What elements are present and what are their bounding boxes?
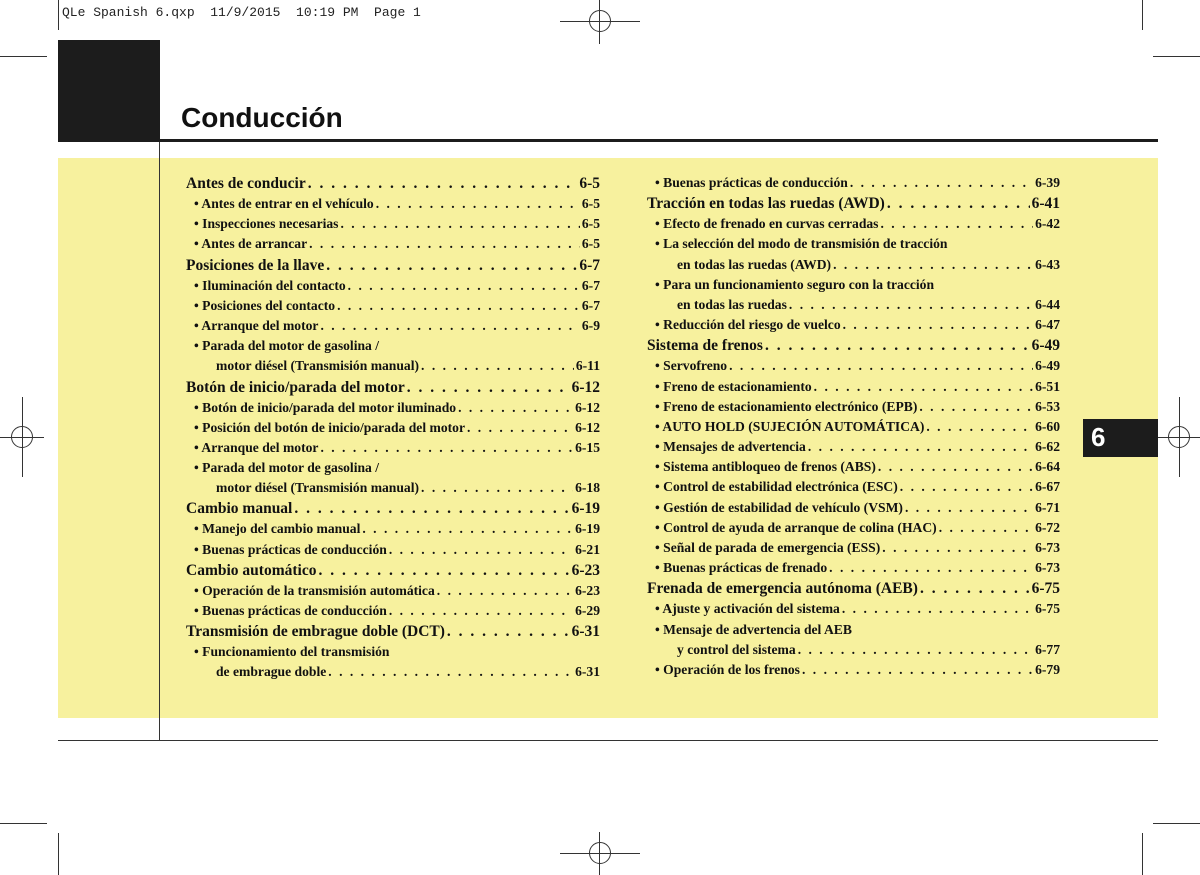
toc-page-number: 6-11 xyxy=(575,358,600,374)
toc-entry-label: Antes de conducir xyxy=(186,175,306,192)
toc-section-entry xyxy=(186,175,600,196)
toc-page-number: 6-60 xyxy=(1035,418,1060,434)
toc-entry-label: • Buenas prácticas de frenado xyxy=(655,560,828,576)
dot-leader xyxy=(798,642,1033,658)
toc-page-number: 6-12 xyxy=(575,399,600,415)
toc-subentry xyxy=(186,440,600,460)
toc-entry-label: • Operación de la transmisión automática xyxy=(194,582,435,598)
toc-entry-label: Tracción en todas las ruedas (AWD) xyxy=(647,195,885,213)
crop-mark xyxy=(0,56,47,57)
dot-leader xyxy=(919,399,1033,415)
toc-entry-label: Cambio automático xyxy=(186,561,317,579)
dot-leader xyxy=(843,317,1033,333)
dot-leader xyxy=(318,562,569,580)
toc-entry-label: • AUTO HOLD (SUJECIÓN AUTOMÁTICA) xyxy=(655,418,925,434)
toc-page-number: 6-64 xyxy=(1035,459,1060,475)
toc-entry-label: • Antes de arrancar xyxy=(194,236,308,252)
toc-subentry xyxy=(186,216,600,236)
toc-entry-label: • La selección del modo de transmisión de tracción xyxy=(655,236,948,252)
toc-subentry xyxy=(186,400,600,420)
toc-entry-label: • Mensaje de advertencia del AEB xyxy=(655,621,852,637)
dot-leader xyxy=(362,521,573,537)
toc-section-entry xyxy=(186,623,600,644)
toc-page-number: 6-7 xyxy=(581,297,600,313)
toc-entry-label: • Freno de estacionamiento xyxy=(655,378,812,394)
toc-subentry xyxy=(647,399,1060,419)
toc-subentry xyxy=(647,500,1060,520)
toc-page-number: 6-77 xyxy=(1035,641,1060,657)
toc-page-number: 6-15 xyxy=(575,439,600,455)
toc-page-number: 6-47 xyxy=(1035,317,1060,333)
toc-page-number: 6-75 xyxy=(1031,580,1060,598)
toc-subentry xyxy=(647,317,1060,337)
dot-leader xyxy=(326,257,577,275)
toc-page-number: 6-49 xyxy=(1031,337,1060,355)
toc-page-number: 6-71 xyxy=(1035,499,1060,515)
dot-leader xyxy=(814,379,1033,395)
toc-subentry xyxy=(186,338,600,358)
toc-subentry xyxy=(186,664,600,684)
dot-leader xyxy=(437,583,573,599)
toc-section-entry xyxy=(186,500,600,521)
toc-entry-label: • Iluminación del contacto xyxy=(194,277,346,293)
dot-leader xyxy=(348,278,580,294)
toc-subentry xyxy=(186,583,600,603)
page-title: Conducción xyxy=(181,102,343,133)
toc-section-entry xyxy=(186,257,600,278)
dot-leader xyxy=(808,439,1033,455)
crop-mark xyxy=(58,833,59,875)
toc-page-number: 6-62 xyxy=(1035,439,1060,455)
registration-target-icon xyxy=(1168,426,1190,448)
toc-page-number: 6-29 xyxy=(575,603,600,618)
dot-leader xyxy=(447,623,570,641)
dot-leader xyxy=(729,358,1033,374)
toc-subentry xyxy=(186,420,600,440)
toc-subentry xyxy=(647,175,1060,195)
toc-page-number: 6-21 xyxy=(575,541,600,557)
toc-entry-label: • Efecto de frenado en curvas cerradas xyxy=(655,216,879,232)
toc-page-number: 6-73 xyxy=(1035,540,1060,555)
toc-entry-label: • Manejo del cambio manual xyxy=(194,521,361,537)
dot-leader xyxy=(880,216,1033,232)
toc-entry-label: Cambio manual xyxy=(186,500,293,518)
bottom-rule xyxy=(58,740,1158,741)
toc-entry-label: de embrague doble xyxy=(216,664,327,680)
toc-entry-label: • Arranque del motor xyxy=(194,439,319,455)
toc-subentry xyxy=(647,439,1060,459)
toc-page-number: 6-39 xyxy=(1035,175,1060,190)
toc-page-number: 6-12 xyxy=(571,378,600,396)
dot-leader xyxy=(294,500,569,518)
title-rule xyxy=(58,139,1158,142)
dot-leader xyxy=(842,601,1033,617)
toc-page-number: 6-44 xyxy=(1035,296,1060,312)
toc-entry-label: Botón de inicio/parada del motor xyxy=(186,378,405,396)
dot-leader xyxy=(309,236,580,252)
crop-mark xyxy=(1142,0,1143,30)
toc-entry-label: motor diésel (Transmisión manual) xyxy=(216,358,420,374)
toc-section-entry xyxy=(186,562,600,583)
toc-subentry xyxy=(647,662,1060,682)
chapter-number: 6 xyxy=(1091,422,1106,452)
toc-subentry xyxy=(647,216,1060,236)
print-slug: QLe Spanish 6.qxp 11/9/2015 10:19 PM Page 1 xyxy=(62,5,421,20)
registration-target-icon xyxy=(589,842,611,864)
toc-entry-label: • Parada del motor de gasolina / xyxy=(194,338,380,354)
toc-entry-label: • Para un funcionamiento seguro con la tracción xyxy=(655,276,935,292)
dot-leader xyxy=(900,479,1033,495)
toc-entry-label: • Señal de parada de emergencia (ESS) xyxy=(655,540,881,555)
dot-leader xyxy=(789,297,1033,313)
dot-leader xyxy=(389,603,573,619)
toc-entry-label: • Control de ayuda de arranque de colina (HAC) xyxy=(655,519,937,535)
toc-subentry xyxy=(647,642,1060,662)
toc-subentry xyxy=(186,278,600,298)
dot-leader xyxy=(939,520,1033,536)
toc-subentry xyxy=(186,460,600,480)
dot-leader xyxy=(882,540,1033,556)
toc-subentry xyxy=(186,236,600,256)
dot-leader xyxy=(905,500,1033,516)
toc-page-number: 6-73 xyxy=(1035,560,1060,576)
toc-entry-label: • Freno de estacionamiento electrónico (EPB) xyxy=(655,398,918,414)
toc-subentry xyxy=(186,542,600,562)
toc-subentry xyxy=(647,520,1060,540)
toc-section-entry xyxy=(647,580,1060,601)
dot-leader xyxy=(421,358,574,374)
toc-page-number: 6-5 xyxy=(581,236,600,252)
toc-subentry xyxy=(186,644,600,664)
toc-entry-label: • Control de estabilidad electrónica (ESC) xyxy=(655,479,898,495)
crop-mark xyxy=(1142,833,1143,875)
toc-entry-label: • Mensajes de advertencia xyxy=(655,439,806,455)
registration-target-icon xyxy=(11,426,33,448)
toc-subentry xyxy=(647,622,1060,642)
toc-page-number: 6-23 xyxy=(571,561,600,579)
toc-page-number: 6-51 xyxy=(1035,378,1060,394)
toc-subentry xyxy=(186,480,600,500)
toc-subentry xyxy=(647,257,1060,277)
toc-entry-label: • Posición del botón de inicio/parada del motor xyxy=(194,419,465,435)
toc-entry-label: en todas las ruedas xyxy=(677,296,787,312)
toc-entry-label: • Funcionamiento del transmisión xyxy=(194,644,390,660)
dot-leader xyxy=(829,560,1033,576)
toc-page-number: 6-19 xyxy=(575,521,600,537)
toc-section-entry xyxy=(186,379,600,400)
toc-entry-label: • Botón de inicio/parada del motor iluminado xyxy=(194,399,457,415)
toc-entry-label: Posiciones de la llave xyxy=(186,256,325,274)
toc-entry-label: • Posiciones del contacto xyxy=(194,297,336,313)
toc-subentry xyxy=(647,479,1060,499)
toc-page-number: 6-19 xyxy=(571,500,600,518)
toc-entry-label: Sistema de frenos xyxy=(647,337,763,355)
registration-target-icon xyxy=(589,10,611,32)
toc-subentry xyxy=(647,601,1060,621)
toc-page-number: 6-7 xyxy=(579,256,600,274)
toc-page-number: 6-53 xyxy=(1035,398,1060,414)
toc-page-number: 6-12 xyxy=(575,419,600,435)
toc-entry-label: Transmisión de embrague doble (DCT) xyxy=(186,623,445,641)
toc-subentry xyxy=(186,298,600,318)
crop-mark xyxy=(1153,56,1200,57)
dot-leader xyxy=(926,419,1033,435)
toc-column-left xyxy=(186,175,600,685)
toc-entry-label: • Gestión de estabilidad de vehículo (VSM) xyxy=(655,499,903,515)
toc-subentry xyxy=(186,196,600,216)
dot-leader xyxy=(802,662,1033,678)
toc-subentry xyxy=(647,236,1060,256)
toc-page-number: 6-5 xyxy=(581,196,600,211)
toc-entry-label: • Inspecciones necesarias xyxy=(194,216,339,232)
toc-page-number: 6-31 xyxy=(575,664,600,680)
toc-entry-label: • Ajuste y activación del sistema xyxy=(655,601,840,617)
dot-leader xyxy=(389,542,573,558)
toc-subentry xyxy=(186,318,600,338)
dot-leader xyxy=(308,175,578,193)
toc-subentry xyxy=(647,459,1060,479)
toc-page-number: 6-9 xyxy=(581,317,600,333)
dot-leader xyxy=(458,400,573,416)
toc-subentry xyxy=(647,277,1060,297)
toc-subentry xyxy=(647,419,1060,439)
toc-page-number: 6-79 xyxy=(1035,661,1060,677)
dot-leader xyxy=(337,298,580,314)
dot-leader xyxy=(878,459,1033,475)
toc-page-number: 6-5 xyxy=(581,216,600,232)
toc-entry-label: • Arranque del motor xyxy=(194,317,319,333)
toc-entry-label: • Buenas prácticas de conducción xyxy=(655,175,848,190)
dot-leader xyxy=(407,379,570,397)
toc-entry-label: • Buenas prácticas de conducción xyxy=(194,603,387,618)
dot-leader xyxy=(328,664,573,680)
toc-entry-label: • Reducción del riesgo de vuelco xyxy=(655,317,841,333)
toc-subentry xyxy=(647,379,1060,399)
toc-entry-label: • Servofreno xyxy=(655,358,728,374)
toc-section-entry xyxy=(647,195,1060,216)
toc-entry-label: • Operación de los frenos xyxy=(655,661,800,677)
dot-leader xyxy=(887,195,1030,213)
dot-leader xyxy=(467,420,573,436)
dot-leader xyxy=(376,196,580,212)
toc-entry-label: Frenada de emergencia autónoma (AEB) xyxy=(647,580,918,598)
toc-column-right xyxy=(647,175,1060,682)
toc-entry-label: y control del sistema xyxy=(677,641,796,657)
crop-mark xyxy=(58,0,59,30)
toc-entry-label: en todas las ruedas (AWD) xyxy=(677,256,832,272)
toc-subentry xyxy=(647,297,1060,317)
toc-subentry xyxy=(186,603,600,623)
margin-rule xyxy=(159,142,160,740)
toc-page-number: 6-41 xyxy=(1031,195,1060,213)
toc-page-number: 6-75 xyxy=(1035,601,1060,617)
toc-page-number: 6-7 xyxy=(581,277,600,293)
dot-leader xyxy=(765,337,1030,355)
toc-entry-label: • Buenas prácticas de conducción xyxy=(194,541,387,557)
toc-subentry xyxy=(647,358,1060,378)
dot-leader xyxy=(340,216,579,232)
toc-entry-label: • Parada del motor de gasolina / xyxy=(194,460,380,476)
toc-page-number: 6-18 xyxy=(575,480,600,496)
toc-subentry xyxy=(647,560,1060,580)
dot-leader xyxy=(833,257,1033,273)
toc-entry-label: motor diésel (Transmisión manual) xyxy=(216,480,420,496)
toc-entry-label: • Sistema antibloqueo de frenos (ABS) xyxy=(655,459,876,475)
dot-leader xyxy=(920,580,1030,598)
toc-section-entry xyxy=(647,337,1060,358)
toc-subentry xyxy=(647,540,1060,560)
toc-page-number: 6-43 xyxy=(1035,256,1060,272)
toc-page-number: 6-42 xyxy=(1035,216,1060,232)
toc-page-number: 6-67 xyxy=(1035,479,1060,495)
crop-mark xyxy=(0,823,47,824)
toc-subentry xyxy=(186,358,600,378)
dot-leader xyxy=(850,175,1033,191)
chapter-header-block xyxy=(58,40,160,141)
toc-page-number: 6-31 xyxy=(571,623,600,641)
toc-page-number: 6-5 xyxy=(579,175,600,192)
dot-leader xyxy=(320,440,573,456)
dot-leader xyxy=(421,480,573,496)
toc-page-number: 6-23 xyxy=(575,582,600,598)
toc-entry-label: • Antes de entrar en el vehículo xyxy=(194,196,374,211)
toc-page-number: 6-72 xyxy=(1035,519,1060,535)
dot-leader xyxy=(320,318,579,334)
toc-subentry xyxy=(186,521,600,541)
chapter-tab xyxy=(1083,419,1158,457)
toc-page-number: 6-49 xyxy=(1035,358,1060,374)
crop-mark xyxy=(1153,823,1200,824)
